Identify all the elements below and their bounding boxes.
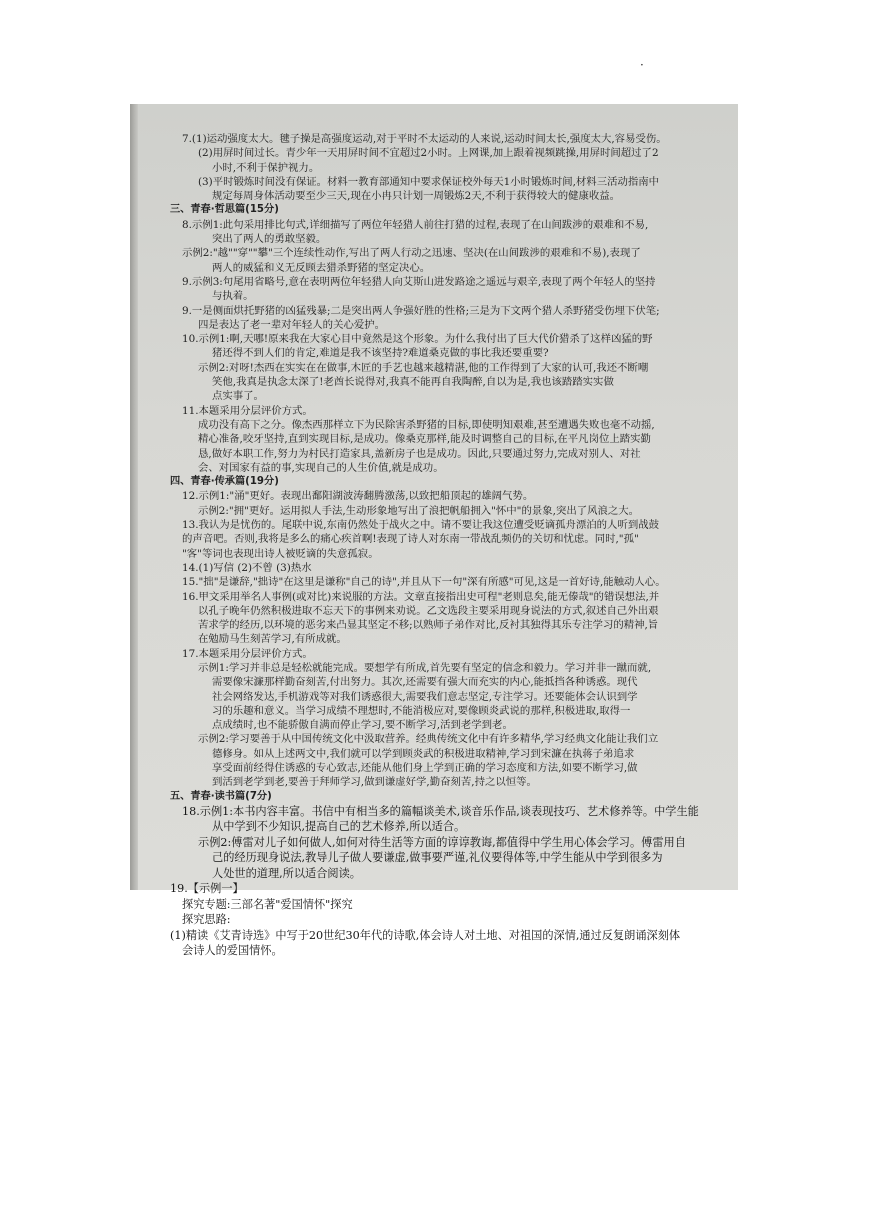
answer-line: 11.本题采用分层评价方式。	[182, 404, 313, 417]
answer-line: 探究思路:	[182, 913, 231, 927]
answer-line: 示例2:学习要善于从中国传统文化中汲取营养。经典传统文化中有许多精华,学习经典文化能让我们立	[198, 733, 659, 746]
answer-line: "客"等词也表现出诗人被贬谪的失意孤寂。	[182, 547, 379, 560]
answer-line: 享受面前经得住诱惑的专心致志,还能从他们身上学到正确的学习态度和方法,如要不断学习,做	[212, 762, 638, 775]
answer-line: 9.一是侧面烘托野猪的凶猛残暴;二是突出两人争强好胜的性格;三是为下文两个猎人杀野猪受伤埋下伏笔;	[182, 304, 660, 317]
answer-line: 15."拙"是谦辞,"拙诗"在这里是谦称"自己的诗",并且从下一句"深有所感"可见,这是一首好诗,能触动人心。	[182, 576, 666, 589]
answer-line: 示例1:学习并非总是轻松就能完成。要想学有所成,首先要有坚定的信念和毅力。学习并非一蹴而就,	[198, 661, 652, 674]
answer-line: 以孔子晚年仍然积极进取不忘天下的事例来劝说。乙文选段主要采用现身说法的方式,叙述自己外出艰	[198, 604, 659, 617]
answer-line: 示例2:对呀!杰西在实实在在做事,木匠的手艺也越来越精湛,他的工作得到了大家的认可,我还不断嘲	[198, 361, 649, 374]
answer-line: 与执着。	[212, 290, 254, 303]
answer-line: 规定每周身体活动要至少三天,现在小冉只计划一周锻炼2天,不利于获得较大的健康收益。	[212, 190, 621, 203]
answer-line: 小时,不利于保护视力。	[212, 161, 320, 174]
answer-line: 19.【示例一】	[170, 882, 244, 896]
answer-line: 人处世的道理,所以适合阅读。	[212, 866, 361, 880]
answer-line: 点成绩时,也不能骄傲自满而停止学习,要不断学习,活到老学到老。	[212, 719, 513, 732]
answer-line: 14.(1)写信 (2)不曾 (3)热水	[182, 561, 312, 574]
corner-mark: ·	[640, 58, 644, 72]
answer-line: (3)平时锻炼时间没有保证。材料一教育部通知中要求保证校外每天1小时锻炼时间,材料三活动指南中	[198, 175, 660, 188]
answer-line: 德修身。如从上述两文中,我们就可以学到顾炎武的积极进取精神,学习到宋濂在执蒋子弟追求	[212, 747, 635, 760]
answer-line: 成功没有高下之分。像杰西那样立下为民除害杀野猪的目标,即使明知艰难,甚至遭遇失败也毫不动摇,	[198, 418, 655, 431]
answer-line: 习的乐趣和意义。当学习成绩不理想时,不能消极应对,要像顾炎武说的那样,积极进取,取得一	[212, 704, 631, 717]
answer-line: 会、对国家有益的事,实现自己的人生价值,就是成功。	[198, 461, 444, 474]
answer-line: 恳,做好本职工作,努力为村民打造家具,盖新房子也是成功。因此,只要通过努力,完成对别人、对社	[198, 447, 641, 460]
answer-line: 8.示例1:此句采用排比句式,详细描写了两位年轻猎人前往打猎的过程,表现了在山间跋涉的艰难和不易,	[182, 218, 649, 231]
answer-line: 从中学到不少知识,提高自己的艺术修养,所以适合。	[212, 820, 466, 834]
answer-line: 示例2:"越""穿""攀"三个连续性动作,写出了两人行动之迅速、坚决(在山间跋涉的艰难和不易),表现了	[182, 247, 641, 260]
answer-line: (2)用屏时间过长。青少年一天用屏时间不宜超过2小时。上网课,加上跟着视频跳操,用屏时间超过了2	[198, 147, 659, 160]
answer-line: 己的经历现身说法,教导儿子做人要谦虚,做事要严谨,礼仪要得体等,中学生能从中学到很多为	[212, 851, 663, 865]
answer-line: 10.示例1:啊,天哪!原来我在大家心目中竟然是这个形象。为什么我付出了巨大代价猎杀了这样凶猛的野	[182, 333, 653, 346]
answer-line: 示例2:"拥"更好。运用拟人手法,生动形象地写出了浪把帆船拥入"怀中"的景象,突出了风浪之大。	[198, 504, 640, 517]
answer-line: (1)精读《艾青诗选》中写于20世纪30年代的诗歌,体会诗人对土地、对祖国的深情,通过反复朗诵深刻体	[170, 928, 681, 942]
answer-line: 社会网络发达,手机游戏等对我们诱惑很大,需要我们意志坚定,专注学习。还要能体会认识到学	[212, 690, 638, 703]
answer-line: 18.示例1:本书内容丰富。书信中有相当多的篇幅谈美术,谈音乐作品,谈表现技巧、艺术修养等。中学生能	[182, 804, 699, 818]
answer-line: 7.(1)运动强度太大。毽子操是高强度运动,对于平时不太运动的人来说,运动时间太长,强度太大,容易受伤。	[182, 133, 667, 145]
answer-line: 示例2:傅雷对儿子如何做人,如何对待生活等方面的谆谆教诲,都值得中学生用心体会学习。傅雷用自	[198, 835, 686, 849]
answer-line: 突出了两人的勇敢坚毅。	[212, 233, 327, 246]
section-heading: 五、青春·读书篇(7分)	[170, 790, 272, 802]
answer-line: 笑他,我真是执念太深了!老酋长说得对,我真不能再自我陶醉,自以为是,我也该踏踏实实做	[212, 376, 614, 389]
answer-line: 在勉励马生刻苦学习,有所成就。	[198, 633, 347, 646]
answer-sheet-photo	[130, 104, 738, 958]
section-heading: 四、青春·传承篇(19分)	[170, 476, 279, 488]
answer-line: 的声音吧。否则,我将是多么的痛心疾首啊!表现了诗人对东南一带战乱频仍的关切和忧虑。同时,"孤"	[182, 533, 639, 546]
answer-line: 到活到老学到老,要善于拜师学习,做到谦虚好学,勤奋刻苦,持之以恒等。	[212, 776, 537, 789]
answer-line: 会诗人的爱国情怀。	[182, 944, 283, 958]
answer-line: 两人的威猛和义无反顾去猎杀野猪的坚定决心。	[212, 261, 431, 274]
answer-line: 猪还得不到人们的肯定,难道是我不该坚持?难道桑克做的事比我还要重要?	[212, 347, 549, 360]
section-heading: 三、青春·哲思篇(15分)	[170, 204, 279, 216]
answer-line: 16.甲文采用举名人事例(或对比)来说服的方法。文章直接指出史可程"老则息矣,能无傣哉"的错误想法,并	[182, 590, 660, 603]
answer-line: 17.本题采用分层评价方式。	[182, 647, 313, 660]
answer-line: 13.我认为是忧伤的。尾联中说,东南仍然处于战火之中。请不要让我这位遭受贬谪孤舟漂泊的人听到战鼓	[182, 519, 660, 532]
answer-line: 12.示例1:"涌"更好。表现出鄱阳湖波涛翻腾激荡,以致把船顶起的雄阔气势。	[182, 490, 534, 503]
answer-line: 苦求学的经历,以环境的恶劣来凸显其坚定不移;以熟师子弟作对比,反衬其独得其乐专注学习的精神,旨	[198, 619, 659, 632]
answer-line: 探究专题:三部名著"爱国情怀"探究	[182, 897, 353, 911]
answer-line: 精心准备,咬牙坚持,直到实现目标,是成功。像桑克那样,能及时调整自己的目标,在平凡岗位上踏实勤	[198, 433, 651, 446]
answer-line: 9.示例3:句尾用省略号,意在表明两位年轻猎人向艾斯山进发路途之遥远与艰辛,表现了两个年轻人的坚持	[182, 275, 656, 288]
answer-line: 需要像宋濂那样勤奋刻苦,付出努力。其次,还需要有强大而充实的内心,能抵挡各种诱惑。现代	[212, 676, 638, 689]
page-edge-shadow	[130, 104, 138, 890]
answer-line: 点实事了。	[212, 390, 264, 403]
answer-line: 四是表达了老一辈对年轻人的关心爱护。	[198, 318, 386, 331]
answer-text-block	[170, 132, 726, 959]
